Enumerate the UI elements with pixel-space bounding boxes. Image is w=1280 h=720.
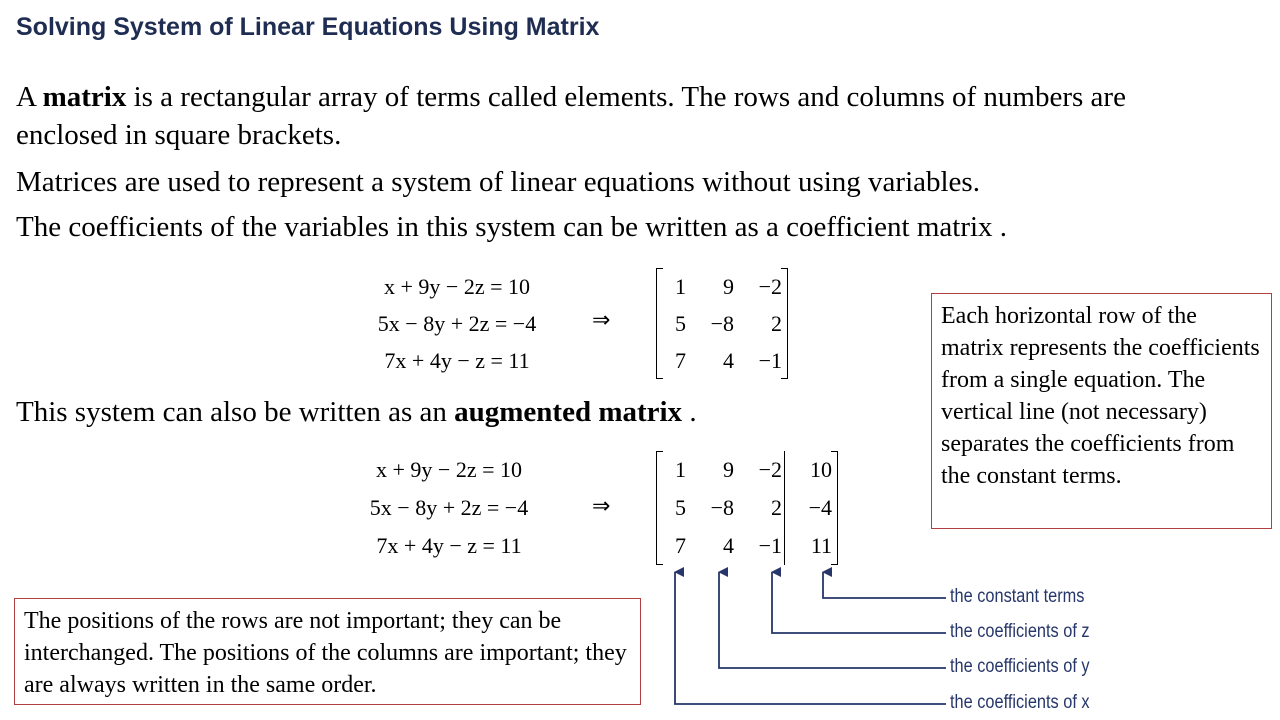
matrix-cell: 7 — [675, 533, 686, 558]
equation-2: 5x − 8y + 2z = −4 — [369, 495, 529, 520]
slide-title: Solving System of Linear Equations Using Matrix — [16, 13, 600, 41]
matrix-cell: −8 — [710, 495, 734, 520]
constant-cell: 11 — [784, 527, 834, 565]
matrix-cell: 4 — [723, 533, 734, 558]
equation-2: 5x − 8y + 2z = −4 — [377, 311, 537, 336]
matrices-usage-text: Matrices are used to represent a system of linear equations without using variables. — [16, 166, 980, 198]
matrix-cell: 2 — [771, 495, 782, 520]
term-augmented-matrix: augmented matrix — [454, 396, 683, 428]
matrix-cell: 1 — [675, 274, 686, 299]
matrix-cell: −1 — [758, 348, 782, 373]
matrix-cell: −8 — [710, 311, 734, 336]
constant-cell: −4 — [784, 489, 834, 527]
matrix-cell: 7 — [675, 348, 686, 373]
pointer-z — [772, 572, 946, 633]
label-coefficients-y: the coefficients of y — [950, 656, 1090, 677]
equation-1: x + 9y − 2z = 10 — [384, 274, 530, 299]
equation-3: 7x + 4y − z = 11 — [384, 348, 530, 373]
implies-arrow-2: ⇒ — [592, 494, 611, 519]
matrix-cell: −2 — [758, 457, 782, 482]
pointer-x — [675, 572, 946, 704]
pointer-y — [719, 572, 946, 668]
equation-1: x + 9y − 2z = 10 — [376, 457, 522, 482]
label-coefficients-x: the coefficients of x — [950, 692, 1090, 713]
definition-text-start: A — [16, 81, 43, 113]
augmented-text-end: . — [682, 396, 697, 428]
label-constant-terms: the constant terms — [950, 586, 1085, 607]
term-matrix: matrix — [42, 81, 127, 113]
matrix-cell: 2 — [771, 311, 782, 336]
matrix-cell: −2 — [758, 274, 782, 299]
matrix-cell: 5 — [675, 311, 686, 336]
matrix-cell: 5 — [675, 495, 686, 520]
augmented-text-start: This system can also be written as an — [16, 396, 455, 428]
row-explanation-note: Each horizontal row of the matrix represents the coefficients from a single equation. The vertical line (not necessary) separates the coefficients from the constant terms. — [931, 293, 1272, 529]
matrix-cell: 4 — [723, 348, 734, 373]
pointer-constants — [823, 572, 946, 598]
matrix-cell: 9 — [723, 457, 734, 482]
label-coefficients-z: the coefficients of z — [950, 621, 1090, 642]
implies-arrow-1: ⇒ — [592, 308, 611, 333]
constant-cell: 10 — [784, 451, 834, 489]
matrix-cell: 9 — [723, 274, 734, 299]
matrix-cell: 1 — [675, 457, 686, 482]
coefficient-matrix-text: The coefficients of the variables in this system can be written as a coefficient matrix . — [16, 211, 1008, 243]
equation-3: 7x + 4y − z = 11 — [376, 533, 522, 558]
definition-text-end: is a rectangular array of terms called elements. The rows and columns of numbers are enclosed in square brackets. — [16, 81, 1126, 151]
position-explanation-note: The positions of the rows are not important; they can be interchanged. The positions of the columns are important; they are always written in the same order. — [14, 598, 641, 705]
matrix-cell: −1 — [758, 533, 782, 558]
